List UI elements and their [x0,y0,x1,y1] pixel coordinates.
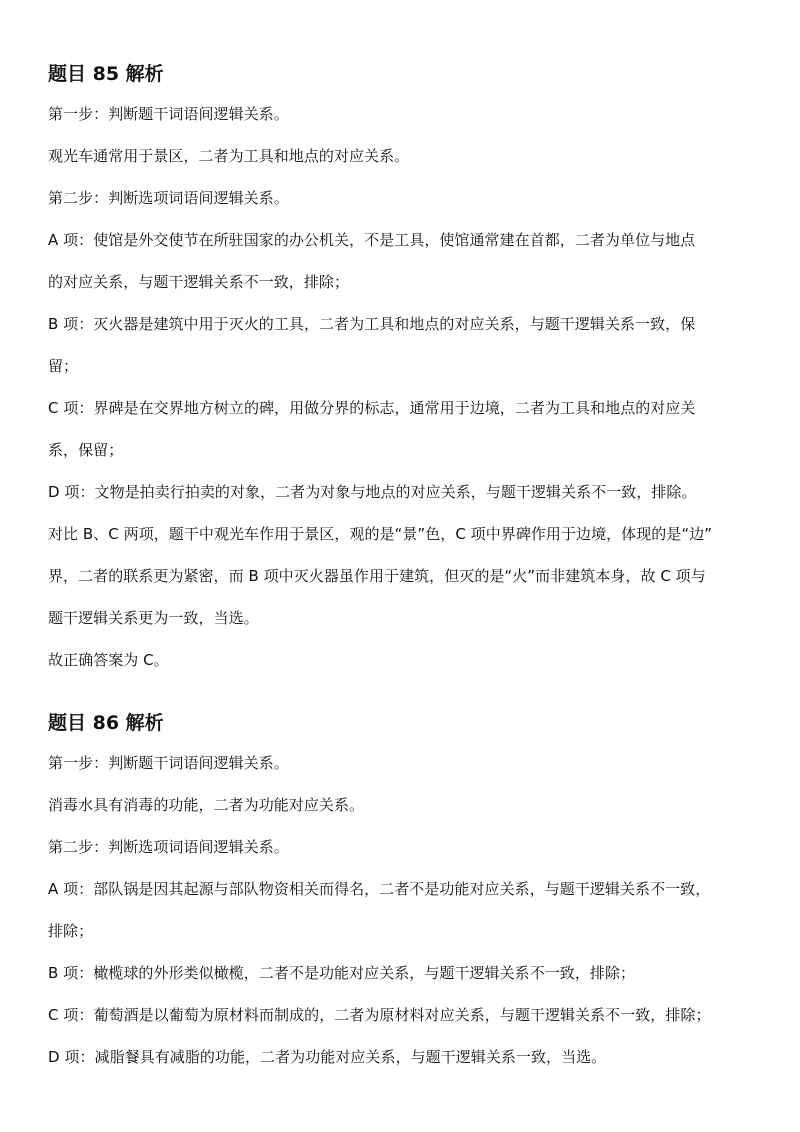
q85-comparison-line3: 题干逻辑关系更为一致，当选。 [48,609,259,627]
q85-option-b-line1: B 项：灭火器是建筑中用于灭火的工具，二者为工具和地点的对应关系，与题干逻辑关系一致，保 [48,315,696,333]
q86-heading: 题目 86 解析 [48,712,164,734]
q85-option-a-line1: A 项：使馆是外交使节在所驻国家的办公机关，不是工具，使馆通常建在首都，二者为单位与地点 [48,231,696,249]
q85-answer: 故正确答案为 C。 [48,651,169,669]
q85-option-b-line2: 留； [48,357,79,375]
q86-option-d-line1: D 项：减脂餐具有减脂的功能，二者为功能对应关系，与题干逻辑关系一致，当选。 [48,1048,607,1066]
q86-step2: 第二步：判断选项词语间逻辑关系。 [48,838,289,856]
q85-option-a-line2: 的对应关系，与题干逻辑关系不一致，排除； [48,273,350,291]
q85-step1-desc: 观光车通常用于景区，二者为工具和地点的对应关系。 [48,147,410,165]
q85-comparison-line1: 对比 B、C 两项，题干中观光车作用于景区，观的是“景”色，C 项中界碑作用于边境，体现的是“边” [48,525,713,543]
q86-step1-desc: 消毒水具有消毒的功能，二者为功能对应关系。 [48,796,365,814]
q85-comparison-line2: 界，二者的联系更为紧密，而 B 项中灭火器虽作用于建筑，但灭的是“火”而非建筑本身，故 C 项与 [48,567,706,585]
q85-step2: 第二步：判断选项词语间逻辑关系。 [48,189,289,207]
q85-option-d-line1: D 项：文物是拍卖行拍卖的对象，二者为对象与地点的对应关系，与题干逻辑关系不一致，排除。 [48,483,697,501]
q85-option-c-line1: C 项：界碑是在交界地方树立的碑，用做分界的标志，通常用于边境，二者为工具和地点的对应关 [48,399,696,417]
q86-step1: 第一步：判断题干词语间逻辑关系。 [48,754,289,772]
q86-option-a-line1: A 项：部队锅是因其起源与部队物资相关而得名，二者不是功能对应关系，与题干逻辑关系不一致， [48,880,711,898]
q86-option-a-line2: 排除； [48,922,94,940]
q86-option-b-line1: B 项：橄榄球的外形类似橄榄，二者不是功能对应关系，与题干逻辑关系不一致，排除； [48,964,636,982]
q85-step1: 第一步：判断题干词语间逻辑关系。 [48,105,289,123]
q85-heading: 题目 85 解析 [48,63,164,85]
q86-option-c-line1: C 项：葡萄酒是以葡萄为原材料而制成的，二者为原材料对应关系，与题干逻辑关系不一致，排除； [48,1006,711,1024]
q85-option-c-line2: 系，保留； [48,441,124,459]
